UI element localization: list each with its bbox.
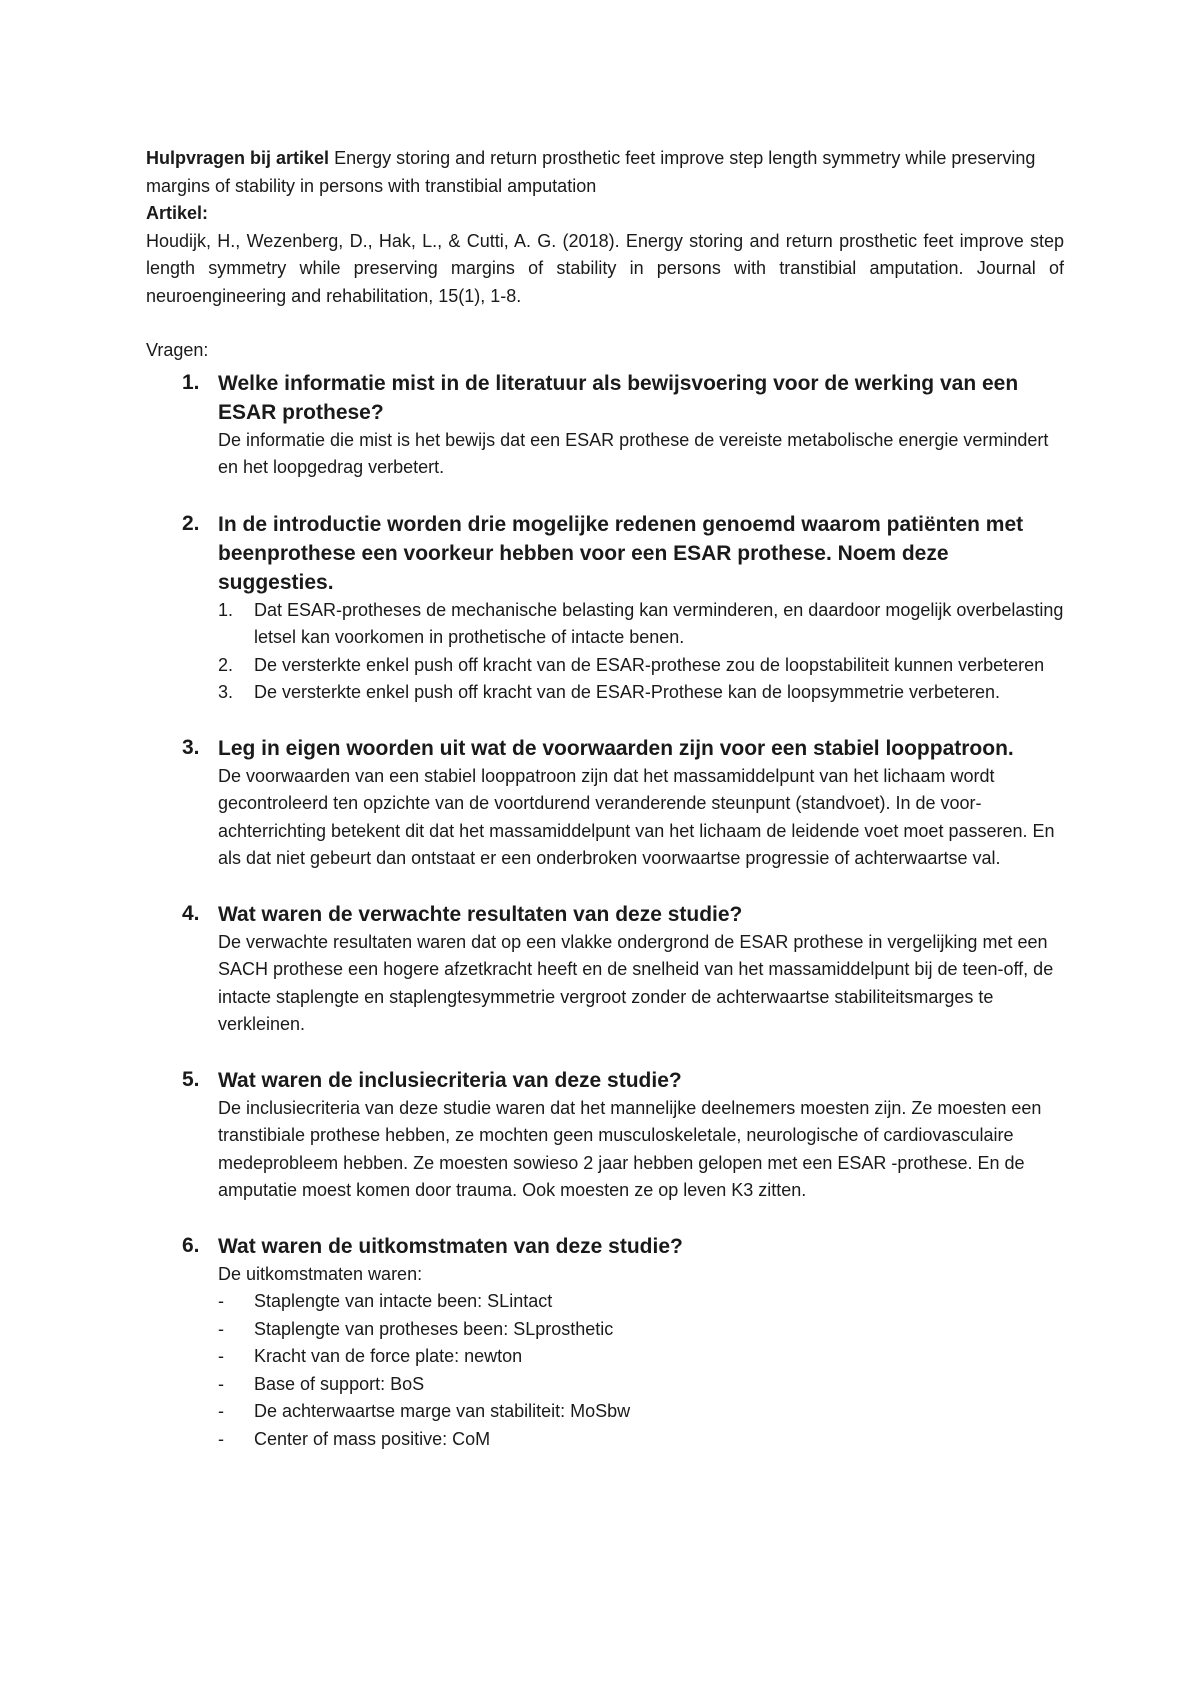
dash-bullet: - — [218, 1401, 224, 1421]
list-item-text: De versterkte enkel push off kracht van de ESAR-prothese zou de loopstabiliteit kunnen verbeteren — [254, 654, 1045, 675]
list-item — [218, 1426, 1064, 1454]
list-item — [218, 679, 1064, 707]
intro-line — [146, 145, 1064, 200]
question-3 — [146, 734, 1064, 873]
list-item-text: Staplengte van protheses been: SLprosthetic — [254, 1318, 614, 1339]
list-item-text: Dat ESAR-protheses de mechanische belasting kan verminderen, en daardoor mogelijk overbelasting letsel kan voorkomen in prothetische of intacte benen. — [254, 599, 1064, 647]
list-item-text: Kracht van de force plate: newton — [254, 1346, 523, 1366]
list-item — [218, 1371, 1064, 1399]
question-number: 5. — [182, 1067, 200, 1091]
list-item-text: Center of mass positive: CoM — [254, 1428, 491, 1449]
question-1 — [146, 369, 1064, 482]
list-item-number: 3. — [218, 682, 234, 702]
question-4 — [146, 900, 1064, 1039]
question-answer: De inclusiecriteria van deze studie waren dat het mannelijke deelnemers moesten zijn. Ze moesten een transtibiale prothese hebben, ze mochten geen musculoskeletale, neurologische of cardiovasculaire medeprobleem hebben. Ze moesten sowieso 2 jaar hebben gelopen met een ESAR -prothese. En de amputatie moest komen door trauma. Ook moesten ze op leven K3 zitten. — [218, 1097, 1042, 1200]
question-title: Wat waren de verwachte resultaten van deze studie? — [218, 902, 743, 926]
list-item — [218, 652, 1064, 680]
question-number: 4. — [182, 901, 200, 925]
question-title: In de introductie worden drie mogelijke redenen genoemd waarom patiënten met beenprothese een voorkeur hebben voor een ESAR prothese. Noem deze suggesties. — [218, 512, 1024, 594]
question-answer: De verwachte resultaten waren dat op een vlakke ondergrond de ESAR prothese in vergelijking met een SACH prothese een hogere afzetkracht heeft en de snelheid van het massamiddelpunt bij de teen-off, de intacte staplengte en staplengtesymmetrie vergroot zonder de achterwaartse stabiliteitsmarges te verkleinen. — [218, 931, 1054, 1034]
question-number: 2. — [182, 511, 200, 535]
dash-bullet: - — [218, 1291, 224, 1311]
question-title: Welke informatie mist in de literatuur als bewijsvoering voor de werking van een ESAR prothese? — [218, 371, 1019, 424]
dash-bullet: - — [218, 1373, 224, 1394]
question-title: Leg in eigen woorden uit wat de voorwaarden zijn voor een stabiel looppatroon. — [218, 736, 1014, 760]
list-item — [218, 1316, 1064, 1344]
question-number: 6. — [182, 1233, 200, 1257]
vragen-label: Vragen: — [146, 340, 209, 360]
list-item — [218, 597, 1064, 652]
question-number: 1. — [182, 370, 200, 394]
question-answer: De informatie die mist is het bewijs dat een ESAR prothese de vereiste metabolische energie vermindert en het loopgedrag verbetert. — [218, 429, 1049, 477]
intro-bold: Hulpvragen bij artikel — [146, 148, 330, 168]
dash-bullet: - — [218, 1318, 224, 1339]
list-item-text: Staplengte van intacte been: SLintact — [254, 1291, 553, 1311]
dash-bullet: - — [218, 1428, 224, 1449]
list-item — [218, 1398, 1064, 1426]
question-answer: De uitkomstmaten waren: — [218, 1263, 423, 1284]
question-title: Wat waren de inclusiecriteria van deze studie? — [218, 1068, 682, 1092]
list-item — [218, 1288, 1064, 1316]
citation: Houdijk, H., Wezenberg, D., Hak, L., & Cutti, A. G. (2018). Energy storing and return prosthetic feet improve step length symmetry while preserving margins of stability in persons with transtibial amputation. Journal of neuroengineering and rehabilitation, 15(1), 1-8. — [146, 230, 1064, 306]
question-6 — [146, 1232, 1064, 1289]
artikel-label: Artikel: — [146, 203, 209, 223]
list-item-number: 2. — [218, 654, 234, 675]
question-title: Wat waren de uitkomstmaten van deze studie? — [218, 1234, 683, 1258]
intro-text: Energy storing and return prosthetic feet improve step length symmetry while preserving margins of stability in persons with transtibial amputation — [146, 148, 1036, 196]
document-content — [146, 145, 1064, 1453]
list-item-text: De achterwaartse marge van stabiliteit: MoSbw — [254, 1401, 631, 1421]
question-number: 3. — [182, 735, 200, 759]
dash-bullet: - — [218, 1346, 224, 1366]
question-2 — [146, 510, 1064, 707]
list-item-number: 1. — [218, 599, 234, 620]
question-5 — [146, 1066, 1064, 1205]
reasons-list — [218, 597, 1064, 707]
question-answer: De voorwaarden van een stabiel looppatroon zijn dat het massamiddelpunt van het lichaam wordt gecontroleerd ten opzichte van de voortdurend veranderende steunpunt (standvoet). In de voor-achterrichting betekent dit dat het massamiddelpunt van het lichaam de leidende voet moet passeren. En als dat niet gebeurt dan ontstaat er een onderbroken voorwaartse progressie of achterwaartse val. — [218, 765, 1055, 868]
list-item-text: Base of support: BoS — [254, 1373, 425, 1394]
list-item — [218, 1343, 1064, 1371]
list-item-text: De versterkte enkel push off kracht van de ESAR-Prothese kan de loopsymmetrie verbeteren. — [254, 682, 1001, 702]
